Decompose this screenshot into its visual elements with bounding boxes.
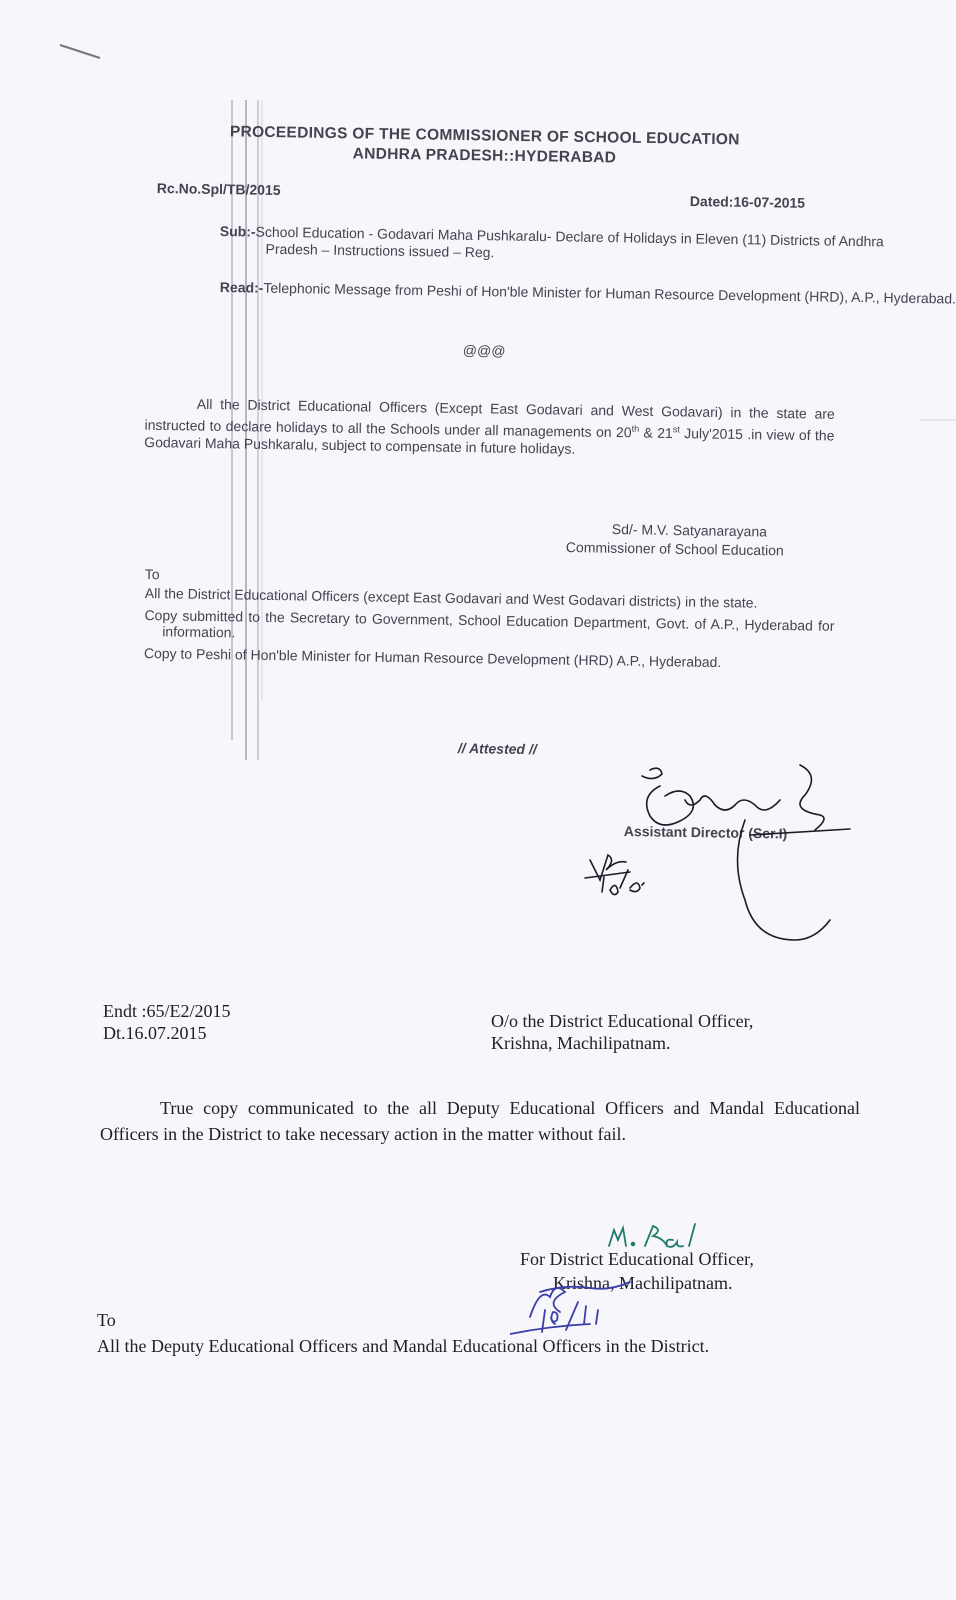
separator: @@@ [462,342,506,359]
to-label: To [144,566,160,583]
reference-number: Rc.No.Spl/TB/2015 [156,180,281,198]
attested-label: // Attested // [457,740,537,758]
subject-text: School Education - Godavari Maha Pushkaralu- Declare of Holidays in Eleven (11) Districts of Andhra Pradesh – Instructions issued – Reg. [255,223,884,261]
endorsement-date: Dt.16.07.2015 [103,1023,207,1043]
heading-line-1: PROCEEDINGS OF THE COMMISSIONER OF SCHOOL EDUCATION [229,123,740,149]
endorsement-recipients: All the Deputy Educational Officers and Mandal Educational Officers in the District. [97,1336,710,1356]
endorsement-body: True copy communicated to the all Deputy Educational Officers and Mandal Educational Officers in the District to take necessary action in the matter without fail. [100,1098,860,1144]
read-text: Telephonic Message from Peshi of Hon'ble Minister for Human Resource Development (HRD), A.P., Hyderabad. [263,279,956,307]
heading-line-2: ANDHRA PRADESH::HYDERABAD [352,145,617,167]
office-line-2: Krishna, Machilipatnam. [491,1033,671,1053]
subject-label: Sub:- [219,223,256,240]
distribution-item: Copy submitted to the Secretary to Government, School Education Department, Govt. of A.P., Hyderabad for information. [144,606,835,641]
office-line-1: O/o the District Educational Officer, [491,1011,754,1031]
distribution-item: All the District Educational Officers (except East Godavari and West Godavari districts) in the state. [144,585,758,611]
handwritten-date-blue [510,1272,640,1342]
assistant-director-label: Assistant Director (Ser.I) [623,823,788,842]
read-label: Read:- [219,279,264,296]
order-body [144,395,835,462]
endorsement-reference [103,1000,231,1044]
body-text-3: July'2015 .in view of the Godavari Maha Pushkaralu, subject to compensate in future holidays. [144,424,835,457]
handwritten-signature-attestation [580,760,880,970]
body-text-1: All the District Educational Officers (Except East Godavari and West Godavari) in the state are instructed to declare holidays to all the Schools under all managements on 20 [144,395,835,440]
distribution-item: Copy to Peshi of Hon'ble Minister for Human Resource Development (HRD) A.P., Hyderabad. [143,644,722,671]
body-text-2: & 21 [638,423,673,441]
dated: Dated:16-07-2015 [689,193,806,211]
signer-line-2: Krishna, Machilipatnam. [553,1273,733,1293]
signer-line-1: For District Educational Officer, [520,1249,754,1269]
distribution-list [144,585,835,678]
body-sup-1: th [631,423,640,434]
endorsement-number: Endt :65/E2/2015 [103,1001,231,1021]
body-sup-2: st [672,423,680,434]
signatory-name: Sd/- M.V. Satyanarayana [611,521,768,540]
endorsing-office [491,1010,753,1054]
signatory-designation: Commissioner of School Education [565,539,784,559]
endorsement-to-label: To [97,1310,116,1330]
